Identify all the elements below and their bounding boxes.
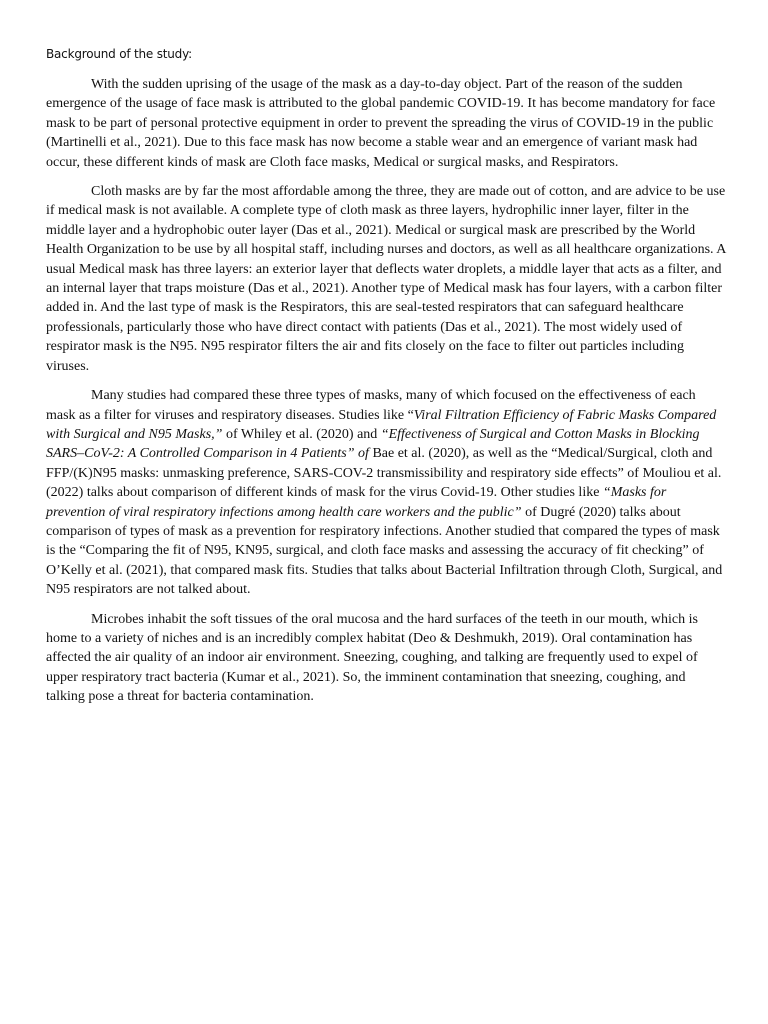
paragraph-3-text: Many studies had compared these three types of masks, many of which focused on the effectiveness of each mask as a filter for viruses and respiratory diseases. Studies like “	[46, 388, 696, 423]
section-heading: Background of the study:	[46, 47, 192, 61]
paragraph-3	[46, 386, 726, 599]
paragraph-2: Cloth masks are by far the most affordable among the three, they are made out of cotton, and are advice to be use if medical mask is not available. A complete type of cloth mask as three layers, hydrophilic inner layer, filter in the middle layer and a hydrophobic outer layer (Das et al., 2021). Medical or surgical mask are prescribed by the World Health Organization to be use by all hospital staff, including nurses and doctors, as well as all healthcare organizations. A usual Medical mask has three layers: an exterior layer that deflects water droplets, a middle layer that acts as a filter, and an internal layer that traps moisture (Das et al., 2021). Another type of Medical mask has four layers, with a carbon filter added in. And the last type of mask is the Respirators, this are seal-tested respirators that can safeguard healthcare professionals, particularly those who have direct contact with patients (Das et al., 2021). The most widely used of respirator mask is the N95. N95 respirator filters the air and fits closely on the face to filter out particles including viruses.	[46, 184, 726, 374]
paragraph-1: With the sudden uprising of the usage of the mask as a day-to-day object. Part of the reason of the sudden emergence of the usage of face mask is attributed to the global pandemic COVID-19. It has become mandatory for face mask to be part of personal protective equipment in order to prevent the spreading the virus of COVID-19 in the public (Martinelli et al., 2021). Due to this face mask has now become a stable wear and an emergence of variant mask had occur, these different kinds of mask are Cloth face masks, Medical or surgical masks, and Respirators.	[46, 77, 716, 170]
paragraph-3-text: of Dugré (2020) talks about comparison of types of mask as a prevention for respiratory infections. Another studied that compared the types of mask is the “Comparing the fit of N95, KN95, surgical, and cloth face masks and assessing the accuracy of fit checking” of O’Kelly et al. (2021), that compared mask fits. Studies that talks about Bacterial Infiltration through Cloth, Surgical, and N95 respirators are not talked about.	[46, 504, 723, 598]
paragraph-3-text: of Whiley et al. (2020) and	[222, 426, 381, 442]
citation-title-whiley: Viral Filtration Efficiency of Fabric Masks Compared with Surgical and N95 Masks,”	[46, 407, 717, 442]
document-body	[46, 75, 726, 717]
citation-title-dugre: “Masks for prevention of viral respiratory infections among health care workers and the public”	[46, 485, 667, 520]
paragraph-4: Microbes inhabit the soft tissues of the oral mucosa and the hard surfaces of the teeth in our mouth, which is home to a variety of niches and is an incredibly complex habitat (Deo & Deshmukh, 2019). Oral contamination has affected the air quality of an indoor air environment. Sneezing, coughing, and talking are frequently used to expel of upper respiratory tract bacteria (Kumar et al., 2021). So, the imminent contamination that sneezing, coughing, and talking pose a threat for bacteria contamination.	[46, 611, 698, 705]
paragraph-3-text: Bae et al. (2020), as well as the “Medical/Surgical, cloth and FFP/(K)N95 masks: unmasking preference, SARS-COV-2 transmissibility and respiratory side effects” of Mouliou et al. (2022) talks about comparison of different kinds of mask for the virus Covid-19. Other studies like	[46, 446, 722, 501]
citation-title-bae: “Effectiveness of Surgical and Cotton Masks in Blocking SARS–CoV-2: A Controlled Comparison in 4 Patients” of	[46, 426, 700, 462]
